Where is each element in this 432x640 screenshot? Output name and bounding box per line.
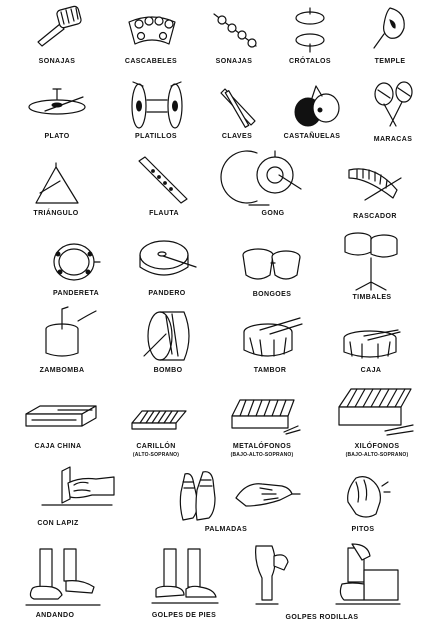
tenor-drum-icon — [240, 318, 305, 362]
walking-feet-icon — [22, 545, 102, 610]
label-metalofonos-range: (BAJO-ALTO-SOPRANO) — [230, 452, 294, 458]
label-maracas: MARACAS — [373, 136, 413, 143]
label-bongoes: BONGOES — [252, 291, 292, 298]
label-caja-china: CAJA CHINA — [34, 443, 82, 450]
gong-icon — [245, 145, 303, 207]
label-zambomba: ZAMBOMBA — [39, 367, 85, 374]
timbales-icon — [342, 228, 400, 290]
crash-cymbals-icon — [125, 80, 190, 132]
label-xilofonos: XILÓFONOS — [354, 443, 400, 450]
frame-drum-icon — [138, 235, 198, 285]
sleigh-bells-icon — [125, 10, 180, 50]
label-sonajas-1: SONAJAS — [38, 58, 76, 65]
temple-block-icon — [368, 4, 410, 50]
clapping-hands-icon — [175, 470, 235, 525]
knee-slap-icon — [252, 542, 402, 610]
suspended-cymbal-icon — [25, 85, 90, 130]
label-rascador: RASCADOR — [353, 213, 397, 220]
label-golpes-rodillas: GOLPES RODILLAS — [285, 614, 359, 621]
label-metalofonos: METALÓFONOS — [232, 443, 292, 450]
label-claves: CLAVES — [221, 133, 253, 140]
xylophone-icon — [335, 385, 415, 437]
snare-drum-icon — [340, 328, 402, 364]
recorder-icon — [135, 155, 190, 205]
label-castanuelas: CASTAÑUELAS — [283, 133, 341, 140]
maracas-icon — [370, 80, 416, 130]
rattle-icon — [30, 4, 85, 49]
label-gong: GONG — [261, 210, 285, 217]
label-platillos: PLATILLOS — [135, 133, 177, 140]
label-palmadas: PALMADAS — [204, 526, 248, 533]
label-tambor: TAMBOR — [253, 367, 287, 374]
label-crotalos: CRÓTALOS — [289, 58, 331, 65]
label-xilofonos-range: (BAJO-ALTO-SOPRANO) — [345, 452, 409, 458]
metallophone-icon — [228, 392, 300, 436]
castanets-icon — [290, 80, 342, 130]
label-carillon: CARILLÓN — [136, 443, 176, 450]
label-triangulo: TRIÁNGULO — [33, 210, 79, 217]
label-andando: ANDANDO — [35, 612, 75, 619]
label-flauta: FLAUTA — [149, 210, 179, 217]
label-plato: PLATO — [44, 133, 70, 140]
claves-icon — [215, 85, 260, 130]
label-caja: CAJA — [360, 367, 382, 374]
finger-snap-icon — [232, 472, 302, 512]
jingle-stick-icon — [210, 8, 260, 52]
finger-cymbals-icon — [290, 4, 330, 54]
stomping-feet-icon — [150, 545, 220, 607]
finger-snap-icon — [338, 472, 390, 522]
label-timbales: TIMBALES — [352, 294, 392, 301]
bongos-icon — [240, 245, 305, 285]
label-con-lapiz: CON LAPIZ — [37, 520, 79, 527]
wood-block-icon — [22, 402, 98, 432]
label-pandero: PANDERO — [148, 290, 186, 297]
label-cascabeles: CASCABELES — [124, 58, 178, 65]
label-sonajas-2: SONAJAS — [215, 58, 253, 65]
bass-drum-icon — [140, 308, 195, 363]
label-pandereta: PANDERETA — [52, 290, 100, 297]
friction-drum-icon — [38, 305, 98, 360]
label-bombo: BOMBO — [153, 367, 183, 374]
label-carillon-range: (ALTO-SOPRANO) — [132, 452, 180, 458]
guiro-icon — [345, 160, 405, 205]
pencil-tap-icon — [40, 465, 115, 510]
label-temple: TEMPLE — [374, 58, 406, 65]
label-pitos: PITOS — [351, 526, 375, 533]
tambourine-icon — [50, 240, 102, 284]
triangle-icon — [30, 163, 82, 208]
label-golpes-pies: GOLPES DE PIES — [151, 612, 217, 619]
glockenspiel-icon — [128, 405, 188, 435]
